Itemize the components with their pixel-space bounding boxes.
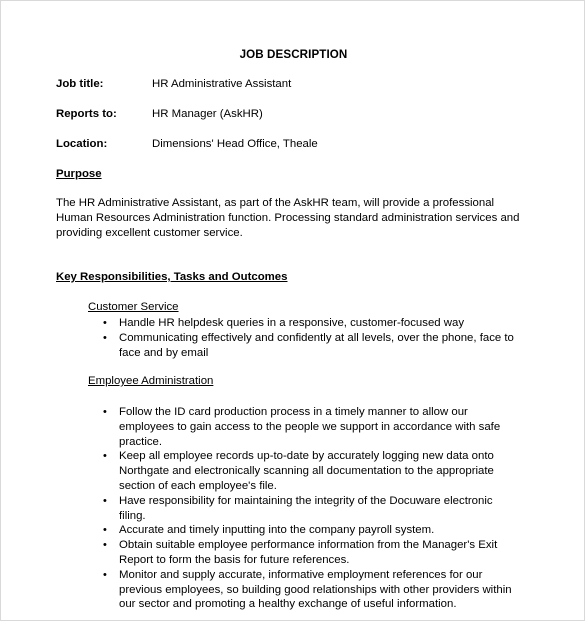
bullet-icon: • [103,568,107,581]
bullet-icon: • [103,331,107,344]
employee-administration-list [102,405,522,612]
list-item: • Accurate and timely inputting into the company payroll system. [103,524,435,537]
document-title: JOB DESCRIPTION [239,48,348,61]
customer-service-list [102,316,522,360]
field-label: Location: [56,138,108,150]
section-title-customer-service: Customer Service [88,301,179,313]
list-item: • Have responsibility for maintaining the integrity of the Docuware electronic filing. [103,494,493,522]
bullet-icon: • [103,494,107,507]
list-item: • Obtain suitable employee performance information from the Manager's Exit Report to form the basis for future references. [103,539,498,566]
list-item: • Keep all employee records up-to-date by accurately logging new data onto Northgate and electronically scanning all documentation to the appropriate section of each employee's file. [103,450,494,492]
section-title-employee-administration: Employee Administration [88,375,214,387]
bullet-icon: • [103,539,107,552]
list-item: • Communicating effectively and confidently at all levels, over the phone, face to face and by email [103,331,514,359]
list-item: • Monitor and supply accurate, informative employment references for our previous employees, so building good relationships with other providers within our sector and promoting a healthy exchange of useful information. [103,568,512,611]
field-label: Job title: [56,78,104,90]
list-item: • Follow the ID card production process in a timely manner to allow our employees to gain access to the people we support in accordance with safe practice. [103,406,501,448]
bullet-icon: • [103,524,107,537]
bullet-icon: • [103,450,107,463]
field-label: Reports to: [56,108,117,120]
bullet-icon: • [103,406,107,418]
responsibilities-heading: Key Responsibilities, Tasks and Outcomes [56,271,288,283]
purpose-text: The HR Administrative Assistant, as part of the AskHR team, will provide a professional Human Resources Administration function. Processing standard administration services and providing excellent customer service. [56,197,520,239]
list-item: • Handle HR helpdesk queries in a responsive, customer-focused way [103,317,465,329]
purpose-heading: Purpose [56,168,102,180]
field-value: HR Manager (AskHR) [152,108,263,120]
bullet-icon: • [103,317,107,329]
field-value: Dimensions' Head Office, Theale [152,138,318,150]
field-value: HR Administrative Assistant [152,78,292,90]
